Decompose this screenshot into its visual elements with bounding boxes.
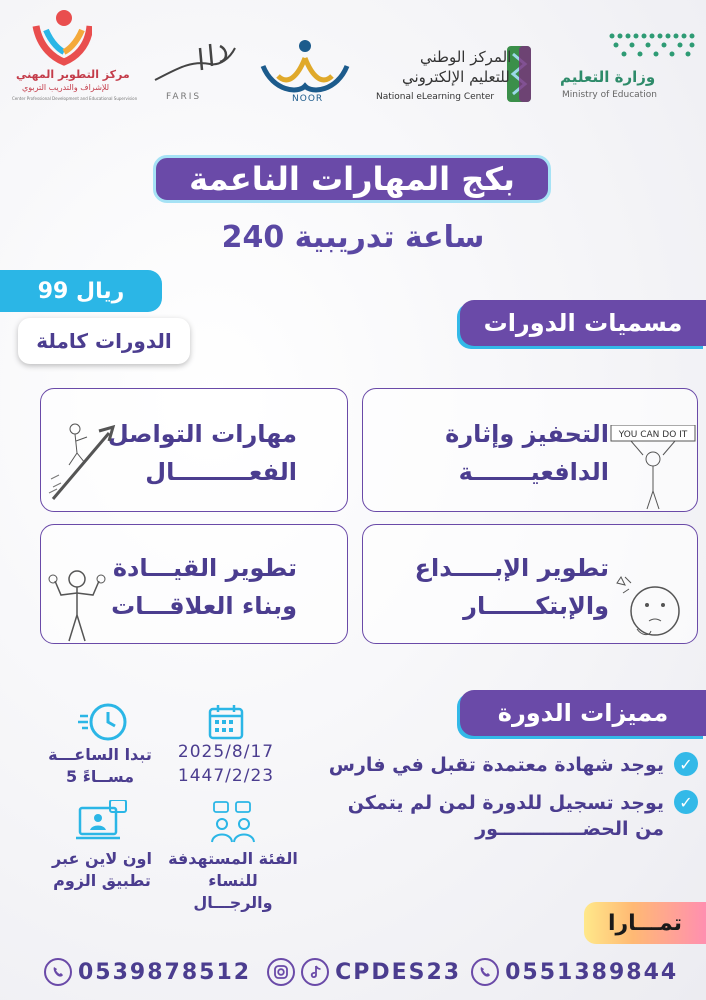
course-title-line2: وبناء العلاقـــات — [111, 592, 297, 620]
climbing-arrow-figure-icon — [47, 419, 121, 505]
thinking-face-icon — [615, 573, 689, 643]
course-card-creativity — [362, 524, 698, 644]
feature-text-line2: من الحضـــــــــــــور — [475, 818, 664, 840]
tamara-payment-badge: تمـــارا — [584, 902, 706, 944]
date-gregorian: 2025/8/17 — [177, 742, 275, 762]
start-time-line1: تبدا الساعـــة — [48, 745, 152, 764]
course-title-line2: الدافعيـــــــة — [458, 458, 609, 486]
phone-number-2[interactable]: 0551389844 — [505, 959, 679, 985]
audience-line1: الفئة المستهدفة — [168, 849, 298, 868]
faris-logo-icon — [150, 40, 238, 90]
course-title-line1: مهارات التواصل — [107, 420, 297, 448]
online-line1: اون لاين عبر — [52, 849, 152, 868]
course-card-communication — [40, 388, 348, 512]
whatsapp-icon[interactable] — [44, 958, 72, 986]
online-laptop-icon — [76, 800, 128, 844]
sign-text: YOU CAN DO IT — [618, 430, 688, 440]
check-icon: ✓ — [674, 790, 698, 814]
date-hijri: 1447/2/23 — [177, 766, 275, 786]
whatsapp-icon[interactable] — [471, 958, 499, 986]
course-card-leadership — [40, 524, 348, 644]
start-time — [40, 744, 160, 788]
tiktok-icon[interactable] — [301, 958, 329, 986]
audience-line2: للنساء والرجـــال — [193, 871, 273, 912]
course-title-line2: والإبتكــــــار — [463, 592, 609, 620]
cpd-logo-arabic-line1: مركز التطوير المهني — [16, 68, 130, 81]
course-dates — [166, 740, 286, 788]
cpd-logo-icon — [32, 8, 92, 66]
feature-text-line1: يوجد تسجيل للدورة لمن لم يتمكن — [347, 792, 664, 814]
start-time-line2: 5 مســاءً — [65, 767, 134, 786]
full-courses-badge: الدورات كاملة — [18, 318, 190, 364]
moe-logo-arabic: وزارة التعليم — [560, 68, 656, 86]
price-badge: 99 ريال — [0, 270, 162, 312]
feature-text-line1: يوجد شهادة معتمدة تقبل في فارس — [328, 754, 664, 776]
cpd-logo-arabic-line2: للإشراف والتدريب التربوي — [22, 83, 110, 92]
noor-logo-text: NOOR — [292, 94, 324, 104]
cpd-logo-english: Center Professional Development and Educational Supervision — [12, 96, 138, 101]
course-names-header: مسميات الدورات — [460, 300, 706, 346]
faris-logo-text: FARIS — [166, 92, 202, 102]
page-title: بكج المهارات الناعمة — [153, 155, 551, 203]
course-title-line2: الفعـــــــــال — [145, 458, 297, 486]
instagram-icon[interactable] — [267, 958, 295, 986]
moe-logo-dots-icon — [606, 30, 698, 60]
feature-item — [348, 790, 698, 842]
nelc-logo-english: National eLearning Center — [376, 92, 495, 102]
course-card-motivation — [362, 388, 698, 512]
clock-icon — [78, 702, 128, 742]
check-icon: ✓ — [674, 752, 698, 776]
course-title-line1: تطوير الإبـــــداع — [414, 554, 609, 582]
you-can-do-it-figure-icon — [609, 425, 697, 511]
moe-logo-english: Ministry of Education — [562, 90, 657, 100]
course-title-line1: التحفيز وإثارة — [445, 420, 609, 448]
noor-logo-icon — [258, 36, 352, 96]
social-handle[interactable]: CPDES23 — [335, 959, 462, 985]
training-hours-subtitle: 240 ساعة تدريبية — [221, 220, 485, 255]
course-title-line1: تطوير القيـــادة — [112, 554, 297, 582]
course-features-header: مميزات الدورة — [460, 690, 706, 736]
feature-item — [329, 752, 698, 778]
calendar-icon — [208, 704, 244, 740]
nelc-logo-arabic-line2: للتعليم الإلكتروني — [402, 68, 510, 86]
online-zoom — [40, 848, 164, 892]
footer-contacts — [44, 958, 678, 986]
audience-people-icon — [210, 800, 256, 844]
online-line2: تطبيق الزوم — [53, 871, 151, 890]
phone-number-1[interactable]: 0539878512 — [78, 959, 252, 985]
strong-figure-icon — [41, 565, 115, 645]
nelc-logo-arabic-line1: المركز الوطني — [420, 48, 512, 66]
target-audience — [166, 848, 300, 914]
